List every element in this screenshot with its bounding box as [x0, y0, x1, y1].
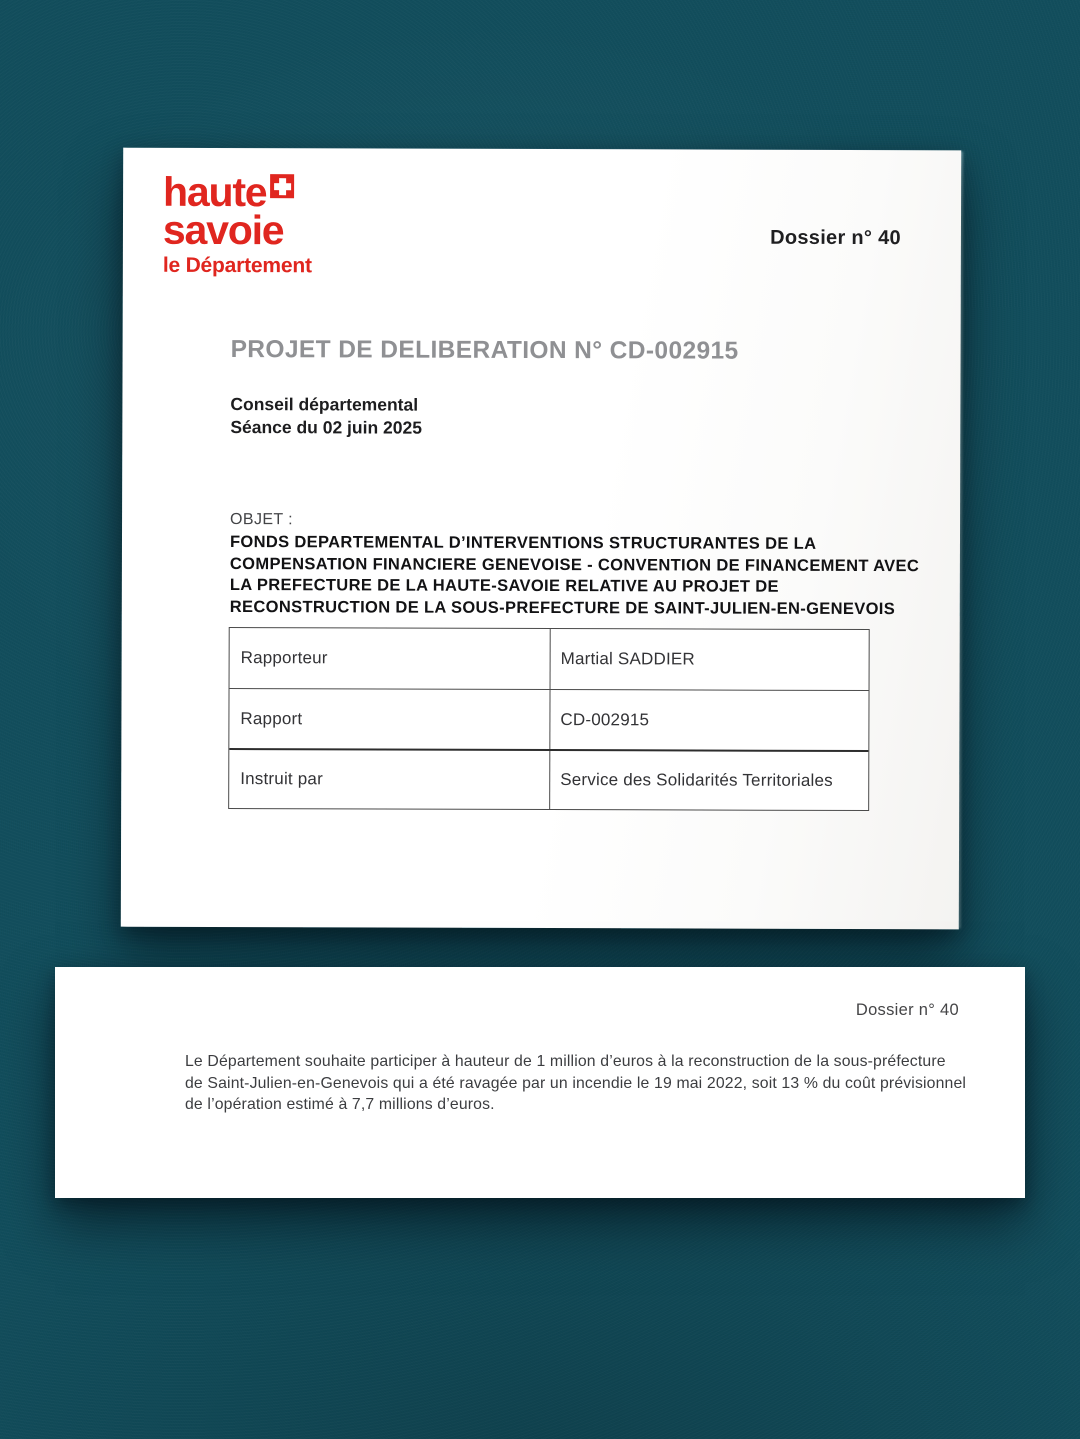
body-paragraph-line: de Saint-Julien-en-Genevois qui a été ravagée par un incendie le 19 mai 2022, soit 13 % du coût prévisionnel: [185, 1074, 967, 1092]
dossier-number-page2: Dossier n° 40: [855, 1001, 959, 1019]
council-session-block: [230, 393, 422, 440]
row-value: CD-002915: [549, 690, 868, 750]
logo-department-tagline: le Département: [162, 254, 312, 278]
table-row-rapport: [229, 688, 868, 750]
objet-text-line: FONDS DEPARTEMENTAL D’INTERVENTIONS STRUCTURANTES DE LA: [229, 533, 817, 553]
objet-text-line: COMPENSATION FINANCIERE GENEVOISE - CONVENTION DE FINANCEMENT AVEC: [229, 554, 920, 575]
table-row-rapporteur: [230, 628, 869, 690]
objet-text-line: RECONSTRUCTION DE LA SOUS-PREFECTURE DE SAINT-JULIEN-EN-GENEVOIS: [229, 597, 896, 618]
session-date: Séance du 02 juin 2025: [230, 417, 423, 438]
logo-word-haute: haute: [163, 168, 267, 216]
objet-text-line: LA PREFECTURE DE LA HAUTE-SAVOIE RELATIVE AU PROJET DE: [229, 576, 779, 596]
document-page-1: [121, 148, 961, 930]
body-paragraph: [185, 1051, 966, 1116]
body-paragraph-line: Le Département souhaite participer à hauteur de 1 million d’euros à la reconstruction de la sous-préfecture: [185, 1053, 946, 1070]
haute-savoie-logo: [162, 168, 312, 279]
body-paragraph-line: de l’opération estimé à 7,7 millions d’euros.: [185, 1096, 495, 1114]
objet-label: OBJET :: [230, 511, 294, 529]
row-label: Instruit par: [240, 769, 323, 789]
row-label: Rapporteur: [240, 648, 328, 668]
row-label: Rapport: [240, 708, 303, 728]
objet-text: [230, 532, 920, 621]
report-info-table: [228, 627, 870, 811]
council-name: Conseil départemental: [230, 394, 419, 415]
table-row-instruit-par: [229, 748, 868, 810]
row-value: Service des Solidarités Territoriales: [549, 751, 868, 810]
savoie-cross-icon: [270, 174, 294, 198]
row-value: Martial SADDIER: [550, 629, 869, 690]
dossier-number-page1: Dossier n° 40: [770, 226, 901, 250]
deliberation-title: PROJET DE DELIBERATION N° CD-002915: [230, 336, 739, 365]
logo-word-savoie: savoie: [162, 206, 284, 253]
document-page-2: [55, 967, 1025, 1198]
